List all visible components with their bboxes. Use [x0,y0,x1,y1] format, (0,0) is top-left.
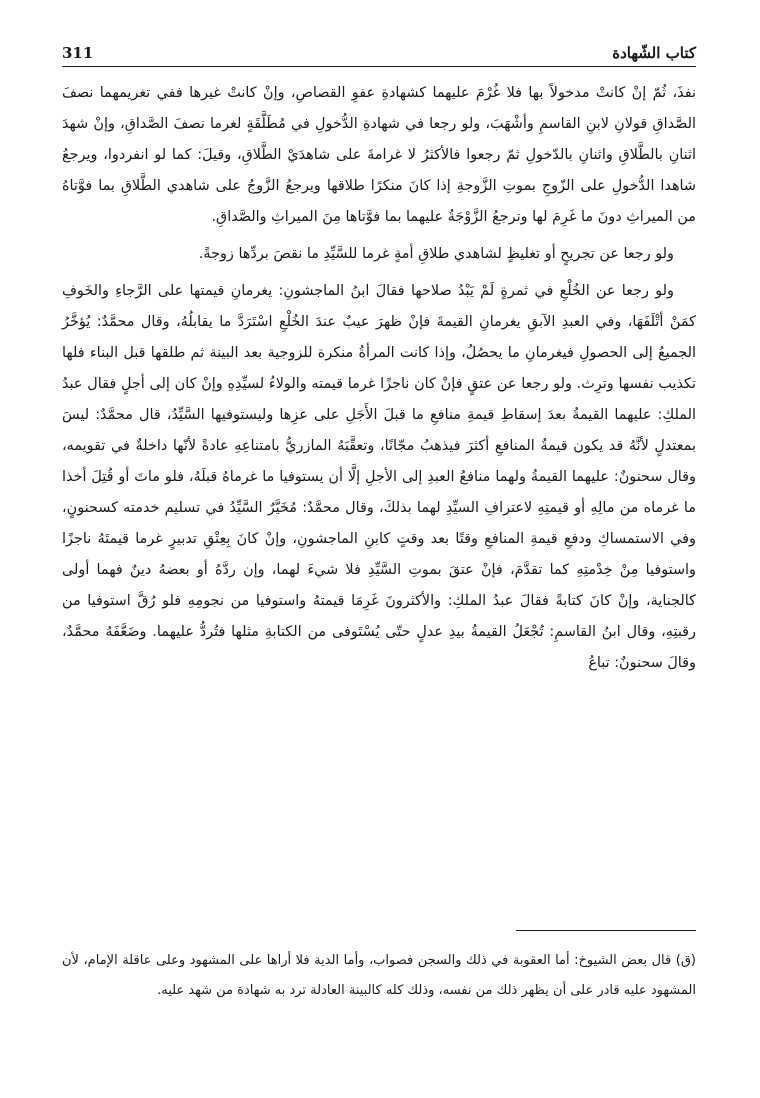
page-header [62,38,696,62]
header-rule [62,66,696,67]
main-text [62,78,696,685]
running-title: كتاب الشّهادة [612,44,696,62]
paragraph: ولو رجعا عن تجريحٍ أو تغليظٍ لشاهدي طلاقِ أمةٍ غرما للسَّيِّدِ ما نقصَ بردِّها زوجةً. [198,246,674,262]
paragraph: ولو رجعا عن الخُلْعِ في ثمرةٍ لَمْ يَبْدُ صلاحها فقالَ ابنُ الماجشونِ: يغرمانِ قيمتها على الرَّجاءِ والخَوفِ كمَنْ أتْلَفَهَا، وفي العبدِ الآبقِ يغرمانِ القيمةَ فإنْ ظهرَ عيبٌ عندَ الخُلْعِ اسْتَرَدَّ ما يقابلُهُ، وقال محمَّدٌ: يُؤخَّرُ الجميعُ إلى الحصولِ فيغرمانِ ما يحصُلُ، وإذا كانت المرأةُ منكرة للزوجية بعد البينة ثم طلقها قبل البناء فلها تكذيب نفسها وترِث. ولو رجعا عن عتقٍ فإنْ كان ناجزًا غرما قيمته والولاءُ لسيِّدِهِ وإنْ كان إلى أجلٍ فقال عبدُ الملكِ: عليهما القيمةُ بعدَ إسقاطِ قيمةِ منافعِ ما قبلَ الأَجَلِ على عزِها وليستوفيها السَّيِّدُ، قال محمَّدٌ: ليسَ بمعتدلٍ لأنَّهُ قد يكون قيمةُ المنافعِ أكثرَ فيذهبُ مجّانًا، وتعقَّبَهُ المازريُّ بامتناعِهِ عادةً لأنّها داخلةٌ في تقويمه، وقال سحنونٌ: عليهما القيمةُ ولهما منافعُ العبدِ إلى الأجلِ إلَّا أن يستوفيا ما غرماهُ قبلَهُ، فلو ماتَ أو قُتِلَ أخذا ما غرماه من مالِهِ أو قيمتِهِ لاعترافِ السيِّدِ لهما بذلكَ، وقال محمَّدٌ: مُخَيَّرٌ السَّيِّدُ في تسليم خدمته كسحنونٍ، وفي الاستمساكِ ودفعِ قيمةِ المنافعِ وقتًا بعد وقتٍ كابنِ الماجشونِ، وإنْ كانَ بِعِتْقِ تدبيرٍ غرما قيمتَهُ ناجزًا واستوفيا مِنْ خِدْمتِهِ كما تقدَّمَ، فإنْ عتقَ بموتِ السَّيِّدِ فلا شيءَ لهما، وإن ردَّهُ أو بعضهُ دينٌ فهما أولى كالجناية، وإنْ كانَ كتابةً فقالَ عبدُ الملكِ: والأكثرونَ غَرِمَا قيمتهُ واستوفيا من نجومِهِ فلو رُقَّ استوفيا من رقبتِهِ، وقال ابنُ القاسمِ: تُجْعَلُ القيمةُ بيدِ عدلٍ حتّى يُسْتَوفى من الكتابةِ مثلها فتُردُّ عليهما. وضَعَّفَهُ محمَّدٌ، وقالَ سحنونٌ: تباعُ [62,283,696,671]
footnote: (ق) قال بعض الشيوخ: أما العقوبة في ذلك والسجن فصواب، وأما الدية فلا أراها على المشهود وعلى عاقلة الإمام، لأن المشهود عليه قادر على أن يظهر ذلك من نفسه، وذلك كله كالبينة العادلة ترد به شهادة من شهد عليه. [62,953,696,998]
page-number: 311 [62,44,94,62]
paragraph: نفذَ، ثُمّ إنْ كانتْ مدخولاً بها فلا غُرْمَ عليهما كشهادةِ عفوِ القصاصِ، وإنْ كانتْ غيرها ففي تغريمهما نصفَ الصَّداقِ قولانِ لابنِ القاسمِ وأشْهَبَ، ولو رجعا في شهادةِ الدُّخولِ في مُطَلَّقَةٍ لغرما نصفَ الصَّداقِ، وإنْ شهدَ اثنانِ بالطَّلاقِ واثنانِ بالدّخولِ ثمّ رجعوا فالأكثرُ لا غرامةَ على شاهدَيْ الطَّلاقِ، وقيلَ: كما لو انفردوا، ويرجعُ شاهدا الدُّخولِ على الزّوجِ بموتِ الزَّوجةِ إذا كانَ منكرًا طلاقها ويرجعُ الزَّوجُ على شاهدي الطَّلاقِ بما فوَّتاهُ من الميراثِ دونَ ما غَرِمَ لها وترجعُ الزَّوْجَةُ عليهما بما فوَّتاها مِنَ الميراثِ والصَّداقِ. [62,85,696,225]
footnote-separator [516,930,696,931]
footnotes [62,946,696,1006]
